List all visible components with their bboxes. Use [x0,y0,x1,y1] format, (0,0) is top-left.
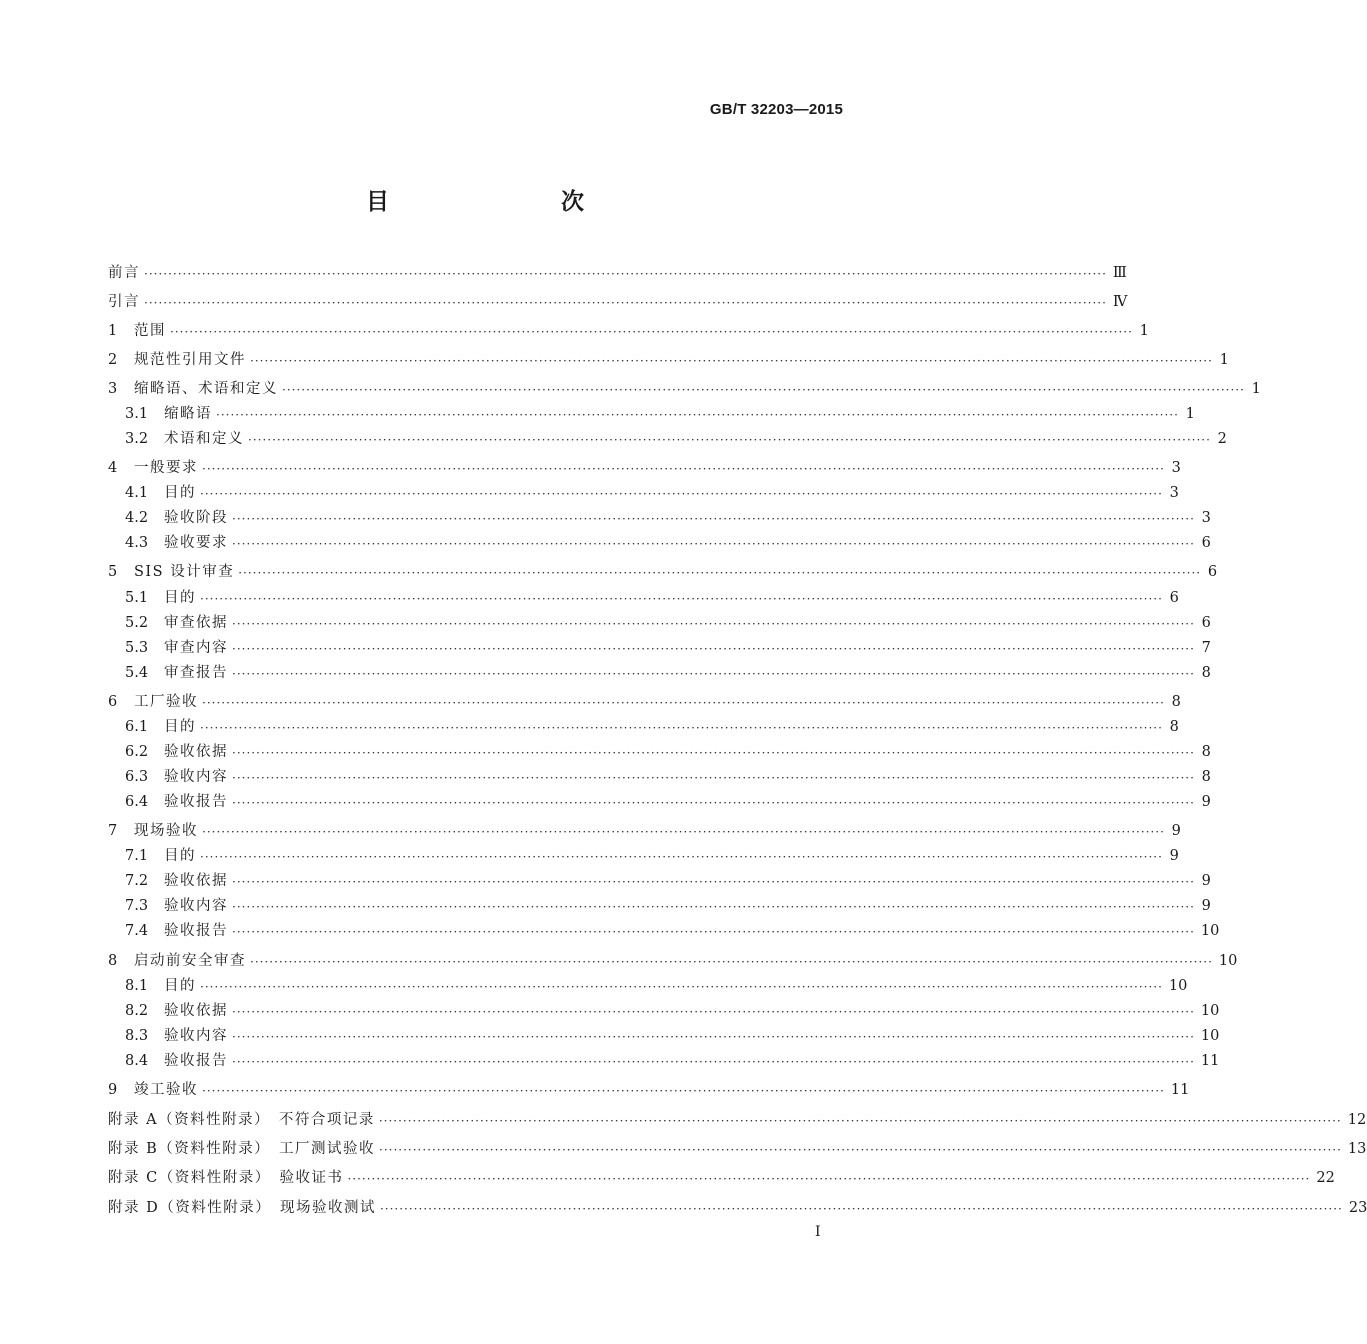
toc-entry-label: 验收报告 [164,1053,228,1069]
toc-entry-label: 验收内容 [164,1028,228,1044]
leader-dots: ········································································································································································································ [232,617,1195,631]
leader-dots: ········································································································································································································ [379,1202,1343,1216]
toc-entry-label: 缩略语 [164,406,212,422]
toc-entry-label: 验收要求 [164,535,228,551]
leader-dots: ········································································································································································································ [144,267,1107,281]
leader-dots: ········································································································································································································ [202,825,1165,839]
leader-dots: ········································································································································································································ [232,512,1195,526]
toc-entry-page: 1 [1251,381,1261,397]
toc-entry-label: SIS 设计审查 [134,564,235,580]
leader-dots: ········································································································································································································ [232,537,1195,551]
leader-dots: ········································································································································································································ [282,383,1245,397]
toc-entry-number: 4.1 [125,485,149,501]
toc-entry-number: 7.3 [125,898,149,914]
page-title: 目 次 [366,188,626,215]
toc-entry-page: 11 [1200,1053,1220,1069]
toc-entry[interactable] [108,482,1179,504]
toc-entry-label: 附录 A（资料性附录） 不符合项记录 [108,1112,375,1128]
toc-entry-page: 8 [1201,744,1211,760]
toc-entry-number: 5.3 [125,640,149,656]
toc-entry-page: 1 [1139,323,1149,339]
toc-entry-page: 1 [1219,352,1229,368]
toc-entry[interactable] [108,870,1211,892]
toc-entry-number: 2 [108,352,118,368]
toc-entry-number: 3.1 [125,406,149,422]
leader-dots: ········································································································································································································ [202,462,1165,476]
toc-entry-number: 6.1 [125,719,149,735]
toc-entry-page: 12 [1347,1112,1367,1128]
toc-entry-label: 术语和定义 [164,431,244,447]
leader-dots: ········································································································································································································ [200,487,1163,501]
toc-entry-number: 3 [108,381,118,397]
toc-entry-number: 7.1 [125,848,149,864]
page-number: I [815,1224,821,1240]
toc-entry-number: 7.4 [125,923,149,939]
toc-entry-page: 9 [1171,823,1181,839]
toc-entry-number: 6 [108,694,118,710]
toc-entry-number: 5.1 [125,590,149,606]
toc-entry-label: 规范性引用文件 [134,352,246,368]
toc-entry-label: 缩略语、术语和定义 [134,381,278,397]
toc-entry-page: 8 [1201,769,1211,785]
toc-entry-label: 目的 [164,719,196,735]
leader-dots: ········································································································································································································ [232,875,1195,889]
toc-entry-label: 目的 [164,978,196,994]
leader-dots: ········································································································································································································ [232,1055,1195,1069]
toc-entry-page: 10 [1200,923,1220,939]
leader-dots: ········································································································································································································ [250,955,1213,969]
toc-entry-number: 3.2 [125,431,149,447]
toc-entry-number: 4.3 [125,535,149,551]
toc-entry-number: 6.4 [125,794,149,810]
toc-entry-label: 引言 [108,294,140,310]
toc-entry-page: 8 [1169,719,1179,735]
toc-entry[interactable] [108,532,1211,554]
toc-entry[interactable] [108,920,1220,942]
leader-dots: ········································································································································································································ [232,746,1195,760]
toc-entry[interactable] [108,262,1127,284]
leader-dots: ········································································································································································································ [202,1084,1165,1098]
toc-entry[interactable] [108,428,1227,450]
toc-entry-page: 13 [1347,1141,1367,1157]
standard-code: GB/T 32203—2015 [709,101,843,118]
leader-dots: ········································································································································································································ [232,925,1195,939]
toc-entry-label: 现场验收 [134,823,198,839]
leader-dots: ········································································································································································································ [347,1172,1311,1186]
toc-entry-page: 10 [1200,1028,1220,1044]
toc-entry[interactable] [108,766,1211,788]
toc-entry[interactable] [108,561,1218,583]
toc-entry-number: 8.3 [125,1028,149,1044]
leader-dots: ········································································································································································································ [250,354,1213,368]
toc-entry[interactable] [108,637,1211,659]
toc-entry-label: 审查内容 [164,640,228,656]
toc-entry-number: 4.2 [125,510,149,526]
leader-dots: ········································································································································································································ [200,850,1163,864]
toc-entry-page: 3 [1201,510,1211,526]
toc-entry[interactable] [108,820,1181,842]
toc-entry-label: 前言 [108,265,140,281]
toc-entry[interactable] [108,320,1149,342]
toc-entry-label: 验收依据 [164,744,228,760]
toc-entry-number: 6.2 [125,744,149,760]
toc-entry-page: 22 [1316,1170,1335,1186]
toc-entry-page: 10 [1168,978,1188,994]
leader-dots: ········································································································································································································ [232,642,1195,656]
toc-entry[interactable] [108,1167,1335,1189]
toc-entry-label: 验收依据 [164,1003,228,1019]
toc-entry-label: 附录 B（资料性附录） 工厂测试验收 [108,1141,376,1157]
toc-entry-label: 验收报告 [164,923,228,939]
toc-entry-page: 6 [1169,590,1179,606]
toc-entry[interactable] [108,716,1179,738]
toc-entry[interactable] [108,1109,1367,1131]
leader-dots: ········································································································································································································ [379,1143,1342,1157]
toc-entry-page: 10 [1218,953,1238,969]
toc-entry[interactable] [108,507,1211,529]
toc-entry-number: 8.1 [125,978,149,994]
toc-entry[interactable] [108,1050,1220,1072]
toc-entry[interactable] [108,349,1229,371]
toc-entry-label: 工厂验收 [134,694,198,710]
toc-entry-page: 10 [1200,1003,1220,1019]
toc-entry-number: 9 [108,1082,118,1098]
toc-entry-page: 2 [1217,431,1227,447]
toc-entry[interactable] [108,612,1211,634]
toc-entry[interactable] [108,845,1179,867]
leader-dots: ········································································································································································································ [232,900,1195,914]
toc-entry[interactable] [108,1000,1220,1022]
toc-entry-page: 9 [1201,898,1211,914]
leader-dots: ········································································································································································································ [200,592,1163,606]
toc-entry-label: 目的 [164,485,196,501]
toc-entry-label: 审查报告 [164,665,228,681]
toc-entry-label: 附录 C（资料性附录） 验收证书 [108,1170,344,1186]
toc-entry-page: 3 [1171,460,1181,476]
toc-entry-page: 11 [1170,1082,1190,1098]
toc-entry-page: 7 [1201,640,1211,656]
leader-dots: ········································································································································································································ [238,566,1202,580]
leader-dots: ········································································································································································································ [144,296,1107,310]
toc-entry[interactable] [108,950,1238,972]
leader-dots: ········································································································································································································ [202,696,1165,710]
leader-dots: ········································································································································································································ [248,433,1211,447]
toc-entry-page: 9 [1201,873,1211,889]
toc-entry-label: 范围 [134,323,166,339]
toc-entry-label: 验收阶段 [164,510,228,526]
leader-dots: ········································································································································································································ [232,771,1195,785]
toc-entry-page: 9 [1201,794,1211,810]
toc-entry[interactable] [108,895,1211,917]
toc-entry[interactable] [108,662,1211,684]
toc-entry-page: 6 [1201,615,1211,631]
toc-entry-page: Ⅳ [1112,294,1128,310]
toc-entry[interactable] [108,457,1181,479]
toc-entry-label: 验收报告 [164,794,228,810]
toc-entry-label: 审查依据 [164,615,228,631]
toc-entry-number: 5 [108,564,118,580]
toc-entry[interactable] [108,1197,1367,1219]
toc-entry-number: 8.2 [125,1003,149,1019]
toc-entry-number: 1 [108,323,118,339]
toc-entry-label: 附录 D（资料性附录） 现场验收测试 [108,1200,376,1216]
toc-entry[interactable] [108,975,1188,997]
leader-dots: ········································································································································································································ [232,1005,1195,1019]
toc-entry-label: 竣工验收 [134,1082,198,1098]
toc-entry[interactable] [108,1025,1220,1047]
toc-entry-number: 6.3 [125,769,149,785]
toc-entry-label: 验收依据 [164,873,228,889]
toc-entry-label: 验收内容 [164,898,228,914]
toc-entry-label: 验收内容 [164,769,228,785]
toc-entry-page: 3 [1169,485,1179,501]
toc-entry-label: 一般要求 [134,460,198,476]
toc-entry-label: 目的 [164,590,196,606]
toc-entry-page: 1 [1185,406,1195,422]
leader-dots: ········································································································································································································ [200,980,1163,994]
toc-entry[interactable] [108,403,1195,425]
toc-entry-page: 23 [1348,1200,1367,1216]
leader-dots: ········································································································································································································ [200,721,1163,735]
toc-entry[interactable] [108,691,1181,713]
leader-dots: ········································································································································································································ [232,667,1195,681]
toc-entry-page: Ⅲ [1112,265,1127,281]
toc-entry-page: 8 [1171,694,1181,710]
toc-entry-page: 6 [1201,535,1211,551]
toc-entry[interactable] [108,1138,1367,1160]
toc-entry[interactable] [108,378,1261,400]
toc-entry-number: 8.4 [125,1053,149,1069]
leader-dots: ········································································································································································································ [232,796,1195,810]
toc-entry[interactable] [108,587,1179,609]
toc-entry-number: 5.2 [125,615,149,631]
leader-dots: ········································································································································································································ [216,408,1179,422]
toc-entry-page: 6 [1207,564,1218,580]
toc-entry-number: 8 [108,953,118,969]
toc-entry-number: 4 [108,460,118,476]
toc-entry-label: 启动前安全审查 [134,953,246,969]
toc-entry[interactable] [108,791,1211,813]
leader-dots: ········································································································································································································ [232,1030,1195,1044]
toc-entry-number: 7.2 [125,873,149,889]
toc-entry[interactable] [108,291,1128,313]
toc-entry-label: 目的 [164,848,196,864]
toc-entry-number: 7 [108,823,118,839]
leader-dots: ········································································································································································································ [378,1114,1342,1128]
toc-entry[interactable] [108,1079,1190,1101]
leader-dots: ········································································································································································································ [170,325,1133,339]
toc-entry-page: 9 [1169,848,1179,864]
toc-entry-number: 5.4 [125,665,149,681]
toc-entry-page: 8 [1201,665,1211,681]
toc-entry[interactable] [108,741,1211,763]
